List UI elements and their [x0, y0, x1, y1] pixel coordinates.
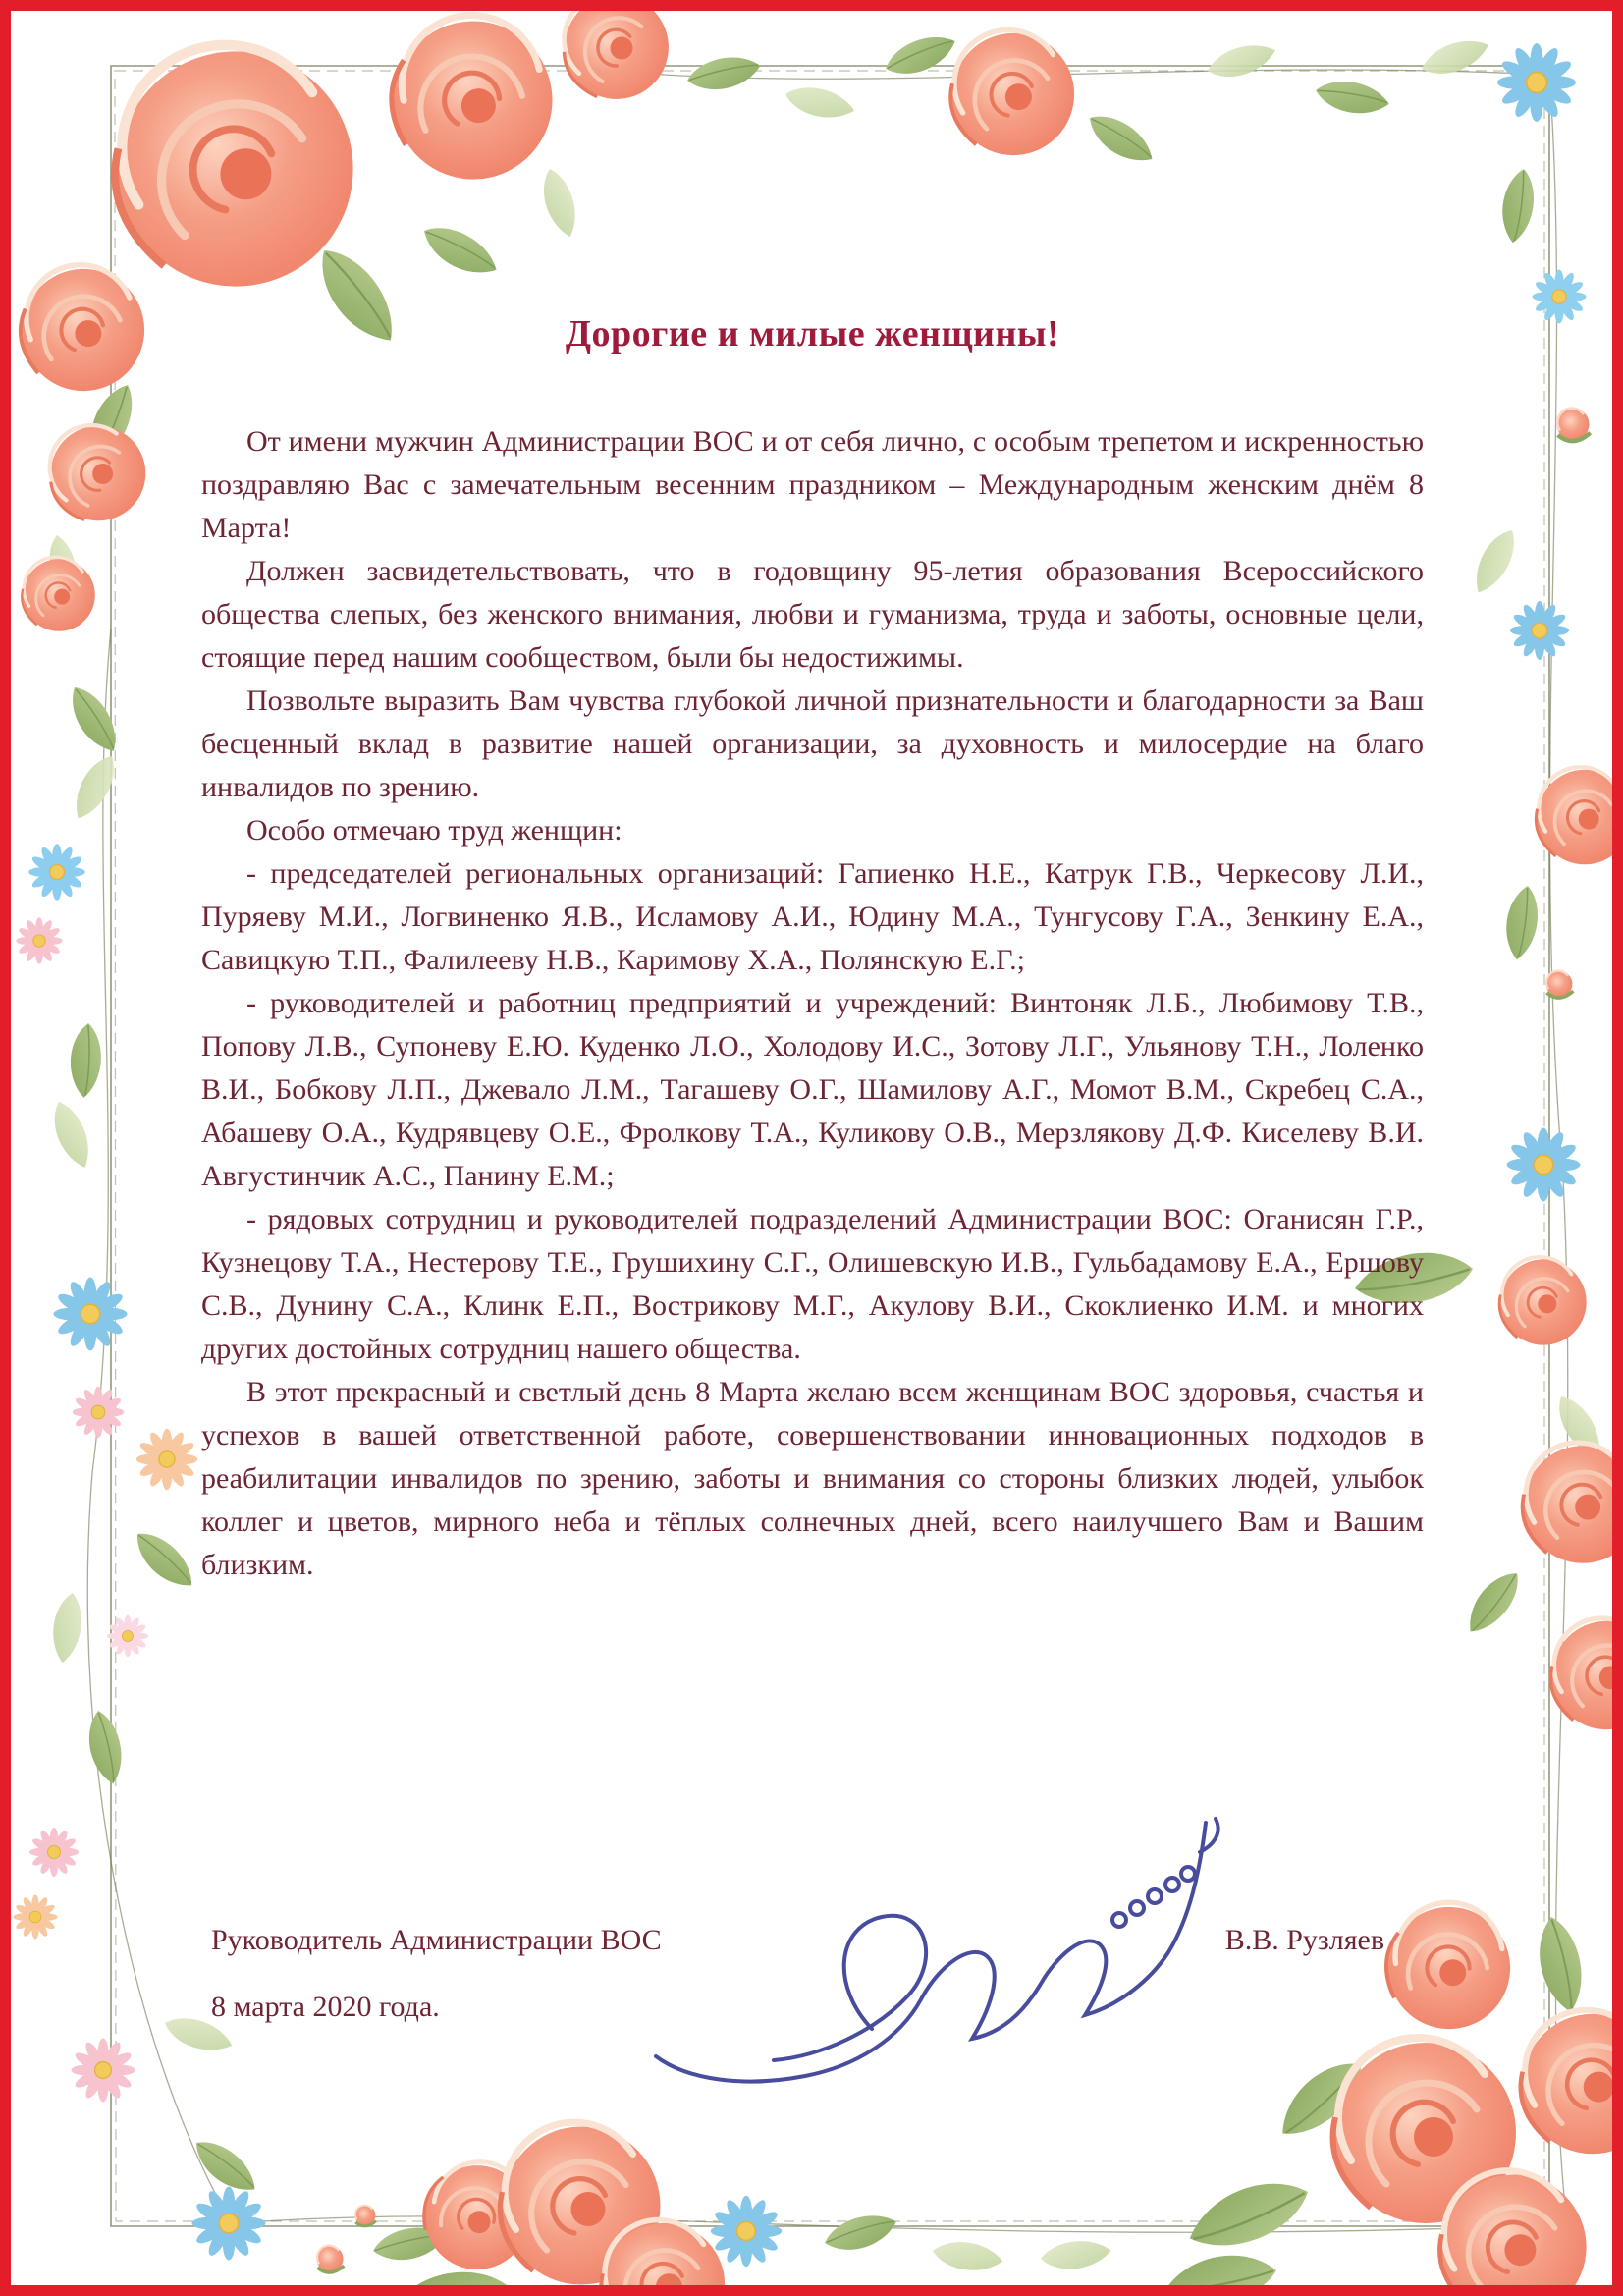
rose-icon: [551, 0, 680, 111]
daisy-icon: [29, 1828, 79, 1877]
rose-icon: [1521, 2010, 1623, 2154]
letter-paragraph: От имени мужчин Администрации ВОС и от себя лично, с особым трепетом и искренностью поздравляю Вас с замечательным весенним праздником – Международным женским днём 8 Марта!: [201, 425, 1424, 544]
daisy-icon: [192, 2187, 266, 2261]
leaf-icon: [1533, 1913, 1589, 2015]
rose-icon: [370, 0, 576, 201]
rose-icon: [1439, 2170, 1586, 2296]
rose-icon: [35, 410, 159, 535]
daisy-icon: [1507, 1128, 1581, 1202]
leaf-icon: [881, 28, 961, 82]
leaf-icon: [537, 165, 581, 241]
top-vine: [684, 28, 1576, 246]
letter-date: 8 марта 2020 года.: [211, 1991, 440, 2023]
signer-position: Руководитель Администрации ВОС: [211, 1924, 662, 1956]
leaf-icon: [1313, 75, 1392, 120]
leaf-icon: [1458, 1564, 1529, 1641]
rose-icon: [115, 45, 352, 287]
leaf-icon: [1500, 883, 1543, 961]
leaf-icon: [128, 1523, 202, 1598]
leaf-icon: [1040, 2238, 1112, 2271]
bottom-vine: [317, 2122, 1112, 2296]
leaf-icon: [1466, 523, 1525, 598]
signature-block: [211, 1921, 1384, 2027]
leaf-icon: [83, 1708, 127, 1786]
rose-icon: [950, 30, 1074, 156]
daisy-icon: [16, 917, 63, 964]
leaf-icon: [1204, 38, 1279, 82]
letter-title: Дорогие и милые женщины!: [565, 313, 1060, 355]
leaf-icon: [1163, 2249, 1279, 2296]
leaf-icon: [684, 52, 763, 95]
letter-paragraph-list-chairwomen: - председателей региональных организаций: Гапиенко Н.Е., Катрук Г.В., Черкесову Л.И., Пуряеву М.И., Логвиненко Я.В., Исламову А.И., Юдину М.А., Тунгусову Г.А., Зенкину Е.А., Савицкую Т.П., Фалилееву Н.В., Каримову Х.А., Полянскую Е.Г.;: [201, 857, 1424, 976]
rose-icon: [22, 557, 95, 631]
leaf-icon: [783, 81, 858, 125]
rosebud-icon: [1557, 409, 1591, 442]
daisy-icon: [73, 1387, 125, 1439]
daisy-icon: [711, 2196, 783, 2268]
daisy-icon: [1510, 601, 1569, 660]
letter-paragraph: Позвольте выразить Вам чувства глубокой личной признательности и благодарности за Ваш бесценный вклад в развитие нашей организации, за духовность и милосердие на благо инвалидов по зрению.: [201, 684, 1424, 803]
rose-icon: [1536, 767, 1623, 864]
leaf-icon: [1418, 33, 1493, 82]
leaf-icon: [1496, 166, 1540, 245]
leaf-icon: [62, 680, 126, 759]
leaf-icon: [68, 1022, 104, 1099]
letter-body: [201, 312, 1424, 1587]
rose-icon: [1499, 1257, 1587, 1345]
leaf-icon: [821, 2209, 900, 2257]
rosebud-icon: [355, 2206, 377, 2226]
letter-paragraph-list-enterprise-women: - руководителей и работниц предприятий и учреждений: Винтоняк Л.Б., Любимову Т.В., Попову Л.В., Супоневу Е.Ю. Куденко Л.О., Холодову И.С., Зотову Л.Г., Ульянову Т.Н., Лоленко В.И., Бобкову Л.П., Джевало Л.М., Тагашеву О.Г., Шамилову А.Г., Момот В.М., Скребец С.А., Абашеву О.А., Кудрявцеву О.Е., Фролкову Т.А., Куликову О.В., Мерзлякову Д.Ф. Киселеву В.И. Августинчик А.С., Панину Е.М.;: [201, 987, 1424, 1192]
daisy-icon: [28, 844, 85, 901]
leaf-icon: [1082, 105, 1161, 173]
leaf-icon: [931, 2237, 1005, 2276]
daisy-icon: [13, 1895, 57, 1940]
leaf-icon: [389, 2266, 514, 2296]
daisy-icon: [1497, 43, 1576, 122]
leaf-icon: [416, 216, 504, 286]
signer-name: В.В. Рузляев: [1224, 1924, 1384, 1956]
daisy-icon: [107, 1615, 149, 1658]
daisy-icon: [136, 1429, 198, 1491]
daisy-icon: [54, 1278, 128, 1351]
rosebud-icon: [317, 2246, 345, 2272]
leaf-icon: [47, 1591, 86, 1666]
letter-paragraph-list-staff-women: - рядовых сотрудниц и руководителей подразделений Администрации ВОС: Оганисян Г.Р., Кузнецову Т.А., Нестерову Т.Е., Грушихину С.Г., Олишевскую И.В., Гульбадамову Е.А., Ершову С.В., Дунину С.А., Клинк Е.П., Вострикову М.Г., Акулову В.И., Скоклиенко И.М. и многих других достойных сотрудниц нашего общества.: [201, 1203, 1424, 1365]
leaf-icon: [47, 1097, 97, 1173]
letter-paragraph: В этот прекрасный и светлый день 8 Марта желаю всем женщинам ВОС здоровья, счастья и успехов в вашей ответственной работе, совершенствовании инновационных подходов в реабилитации инвалидов по зрению, заботы и внимания со стороны близких людей, улыбок коллег и цветов, мирного неба и тёплых солнечных дней, всего наилучшего Вам и Вашим близким.: [201, 1376, 1424, 1581]
rose-icon: [11, 255, 154, 401]
daisy-icon: [1533, 270, 1587, 324]
rosebud-icon: [1546, 971, 1574, 998]
letter-paragraph: Должен засвидетельствовать, что в годовщину 95-летия образования Всероссийского общества слепых, без женского внимания, любви и гуманизма, труда и заботы, основные цели, стоящие перед нашим сообществом, были бы недостижимы.: [201, 555, 1424, 674]
rose-icon: [1523, 1443, 1623, 1563]
letter-paragraph: Особо отмечаю труд женщин:: [246, 814, 622, 847]
daisy-icon: [72, 2039, 135, 2103]
rose-icon: [1367, 1884, 1532, 2050]
leaf-icon: [1180, 2168, 1317, 2260]
